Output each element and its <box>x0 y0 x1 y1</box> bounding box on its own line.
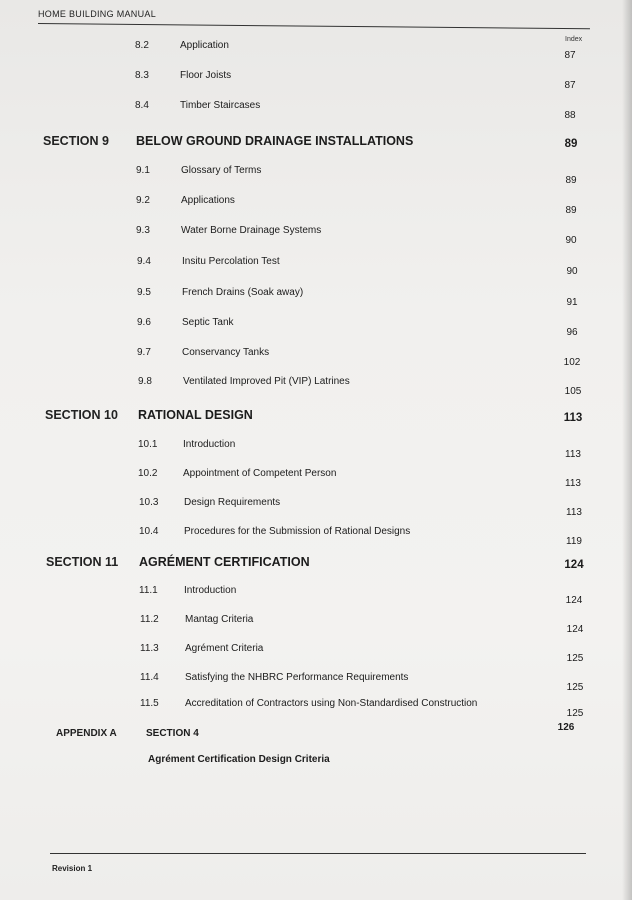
toc-item-row <box>0 526 632 547</box>
toc-number: 11.2 <box>140 614 159 625</box>
toc-title: Water Borne Drainage Systems <box>181 225 322 236</box>
toc-page-number: 102 <box>563 357 581 368</box>
toc-appendix-row <box>0 754 632 770</box>
toc-item-row <box>0 585 632 606</box>
toc-page-number: 124 <box>565 595 583 606</box>
toc-page-number: 113 <box>565 449 581 460</box>
toc-number: 8.4 <box>135 100 149 111</box>
toc-page-number: 89 <box>565 175 577 186</box>
toc-number: 9.1 <box>136 165 150 176</box>
toc-item-row <box>0 70 632 91</box>
toc-page-number: 126 <box>557 722 575 733</box>
toc-number: 9.5 <box>137 287 151 298</box>
toc-number: SECTION 11 <box>46 555 119 569</box>
toc-number: 9.4 <box>137 256 151 267</box>
toc-item-row <box>0 468 632 489</box>
toc-title: RATIONAL DESIGN <box>138 408 253 422</box>
toc-number: 10.4 <box>139 526 159 537</box>
toc-page-number: 113 <box>563 412 583 424</box>
toc-item-row <box>0 317 632 338</box>
toc-page-number: 91 <box>566 297 578 308</box>
toc-title: Application <box>180 40 229 51</box>
toc-title: Introduction <box>184 585 237 596</box>
toc-title: Introduction <box>183 439 236 450</box>
toc-page-number: 87 <box>564 50 576 61</box>
toc-item-row <box>0 165 632 186</box>
toc-title: Agrément Certification Design Criteria <box>148 754 330 765</box>
toc-title: Applications <box>181 195 235 206</box>
toc-item-row <box>0 287 632 308</box>
footer-rule <box>50 853 586 854</box>
toc-number: 10.1 <box>138 439 158 450</box>
toc-page-number: 89 <box>564 138 578 150</box>
toc-title: Conservancy Tanks <box>182 347 270 358</box>
toc-page-number: 125 <box>566 682 584 693</box>
revision-label: Revision 1 <box>52 864 93 873</box>
toc-number: 9.7 <box>137 347 151 358</box>
toc-title: Glossary of Terms <box>181 165 262 176</box>
toc-page-number: 124 <box>566 624 584 635</box>
toc-number: 9.8 <box>138 376 152 387</box>
toc-appendix-row <box>0 722 632 744</box>
toc-title: Design Requirements <box>184 497 281 508</box>
toc-page-number: 90 <box>565 235 577 246</box>
toc-title: Satisfying the NHBRC Performance Requirements <box>185 672 409 683</box>
toc-page-number: 96 <box>566 327 578 338</box>
toc-item-row <box>0 347 632 368</box>
toc-number: 11.1 <box>139 585 158 596</box>
toc-item-row <box>0 256 632 277</box>
toc-title: Mantag Criteria <box>185 614 254 625</box>
toc-title: BELOW GROUND DRAINAGE INSTALLATIONS <box>136 134 414 148</box>
toc-number: SECTION 10 <box>45 408 118 422</box>
toc-item-row <box>0 497 632 518</box>
toc-number: 9.3 <box>136 225 150 236</box>
toc-number: 11.5 <box>140 698 159 709</box>
toc-title: Septic Tank <box>182 317 234 328</box>
toc-title: AGRÉMENT CERTIFICATION <box>139 555 310 569</box>
toc-item-row <box>0 439 632 460</box>
toc-number: 10.2 <box>138 468 158 479</box>
toc-page-number: 125 <box>566 708 584 719</box>
toc-page-number: 87 <box>564 80 576 91</box>
toc-number: 9.2 <box>136 195 150 206</box>
toc-title: Accreditation of Contractors using Non-Standardised Construction <box>185 698 478 709</box>
toc-section-row <box>0 555 632 571</box>
toc-title: Ventilated Improved Pit (VIP) Latrines <box>183 376 350 387</box>
toc-page-number: 124 <box>564 559 584 571</box>
toc-number: 8.3 <box>135 70 149 81</box>
toc-item-row <box>0 100 632 121</box>
toc-page-number: 119 <box>566 536 582 547</box>
toc-number: 10.3 <box>139 497 159 508</box>
toc-page-number: 113 <box>565 478 581 489</box>
toc-title: French Drains (Soak away) <box>182 287 304 298</box>
toc-title: Appointment of Competent Person <box>183 468 337 479</box>
toc-item-row <box>0 643 632 664</box>
toc-page-number: 89 <box>565 205 577 216</box>
toc-item-row <box>0 225 632 246</box>
toc-number: 9.6 <box>137 317 151 328</box>
page-edge-shadow <box>622 0 632 900</box>
toc-item-row <box>0 195 632 216</box>
index-label: Index <box>565 36 583 43</box>
toc-title: Floor Joists <box>180 70 232 81</box>
toc-item-row <box>0 40 632 61</box>
toc-title: Timber Staircases <box>180 100 261 111</box>
toc-number: APPENDIX A <box>56 728 117 739</box>
toc-section-row <box>0 134 632 150</box>
toc-page-number: 88 <box>564 110 576 121</box>
toc-page-number: 113 <box>566 507 582 518</box>
toc-item-row <box>0 376 632 397</box>
toc-section-row <box>0 408 632 424</box>
toc-number: 11.3 <box>140 643 159 654</box>
header-rule <box>38 23 590 29</box>
toc-page-number: 90 <box>566 266 578 277</box>
toc-page-number: 125 <box>566 653 584 664</box>
toc-title: Insitu Percolation Test <box>182 256 280 267</box>
toc-number: 11.4 <box>140 672 159 683</box>
toc-title: Procedures for the Submission of Rational Designs <box>184 526 411 537</box>
toc-item-row <box>0 614 632 635</box>
header-title: HOME BUILDING MANUAL <box>38 9 157 19</box>
toc-title: SECTION 4 <box>146 728 199 739</box>
toc-item-row <box>0 672 632 693</box>
toc-number: 8.2 <box>135 40 149 51</box>
toc-item-row <box>0 698 632 719</box>
toc-page-number: 105 <box>564 386 582 397</box>
toc-title: Agrément Criteria <box>185 643 264 654</box>
toc-number: SECTION 9 <box>43 134 109 148</box>
